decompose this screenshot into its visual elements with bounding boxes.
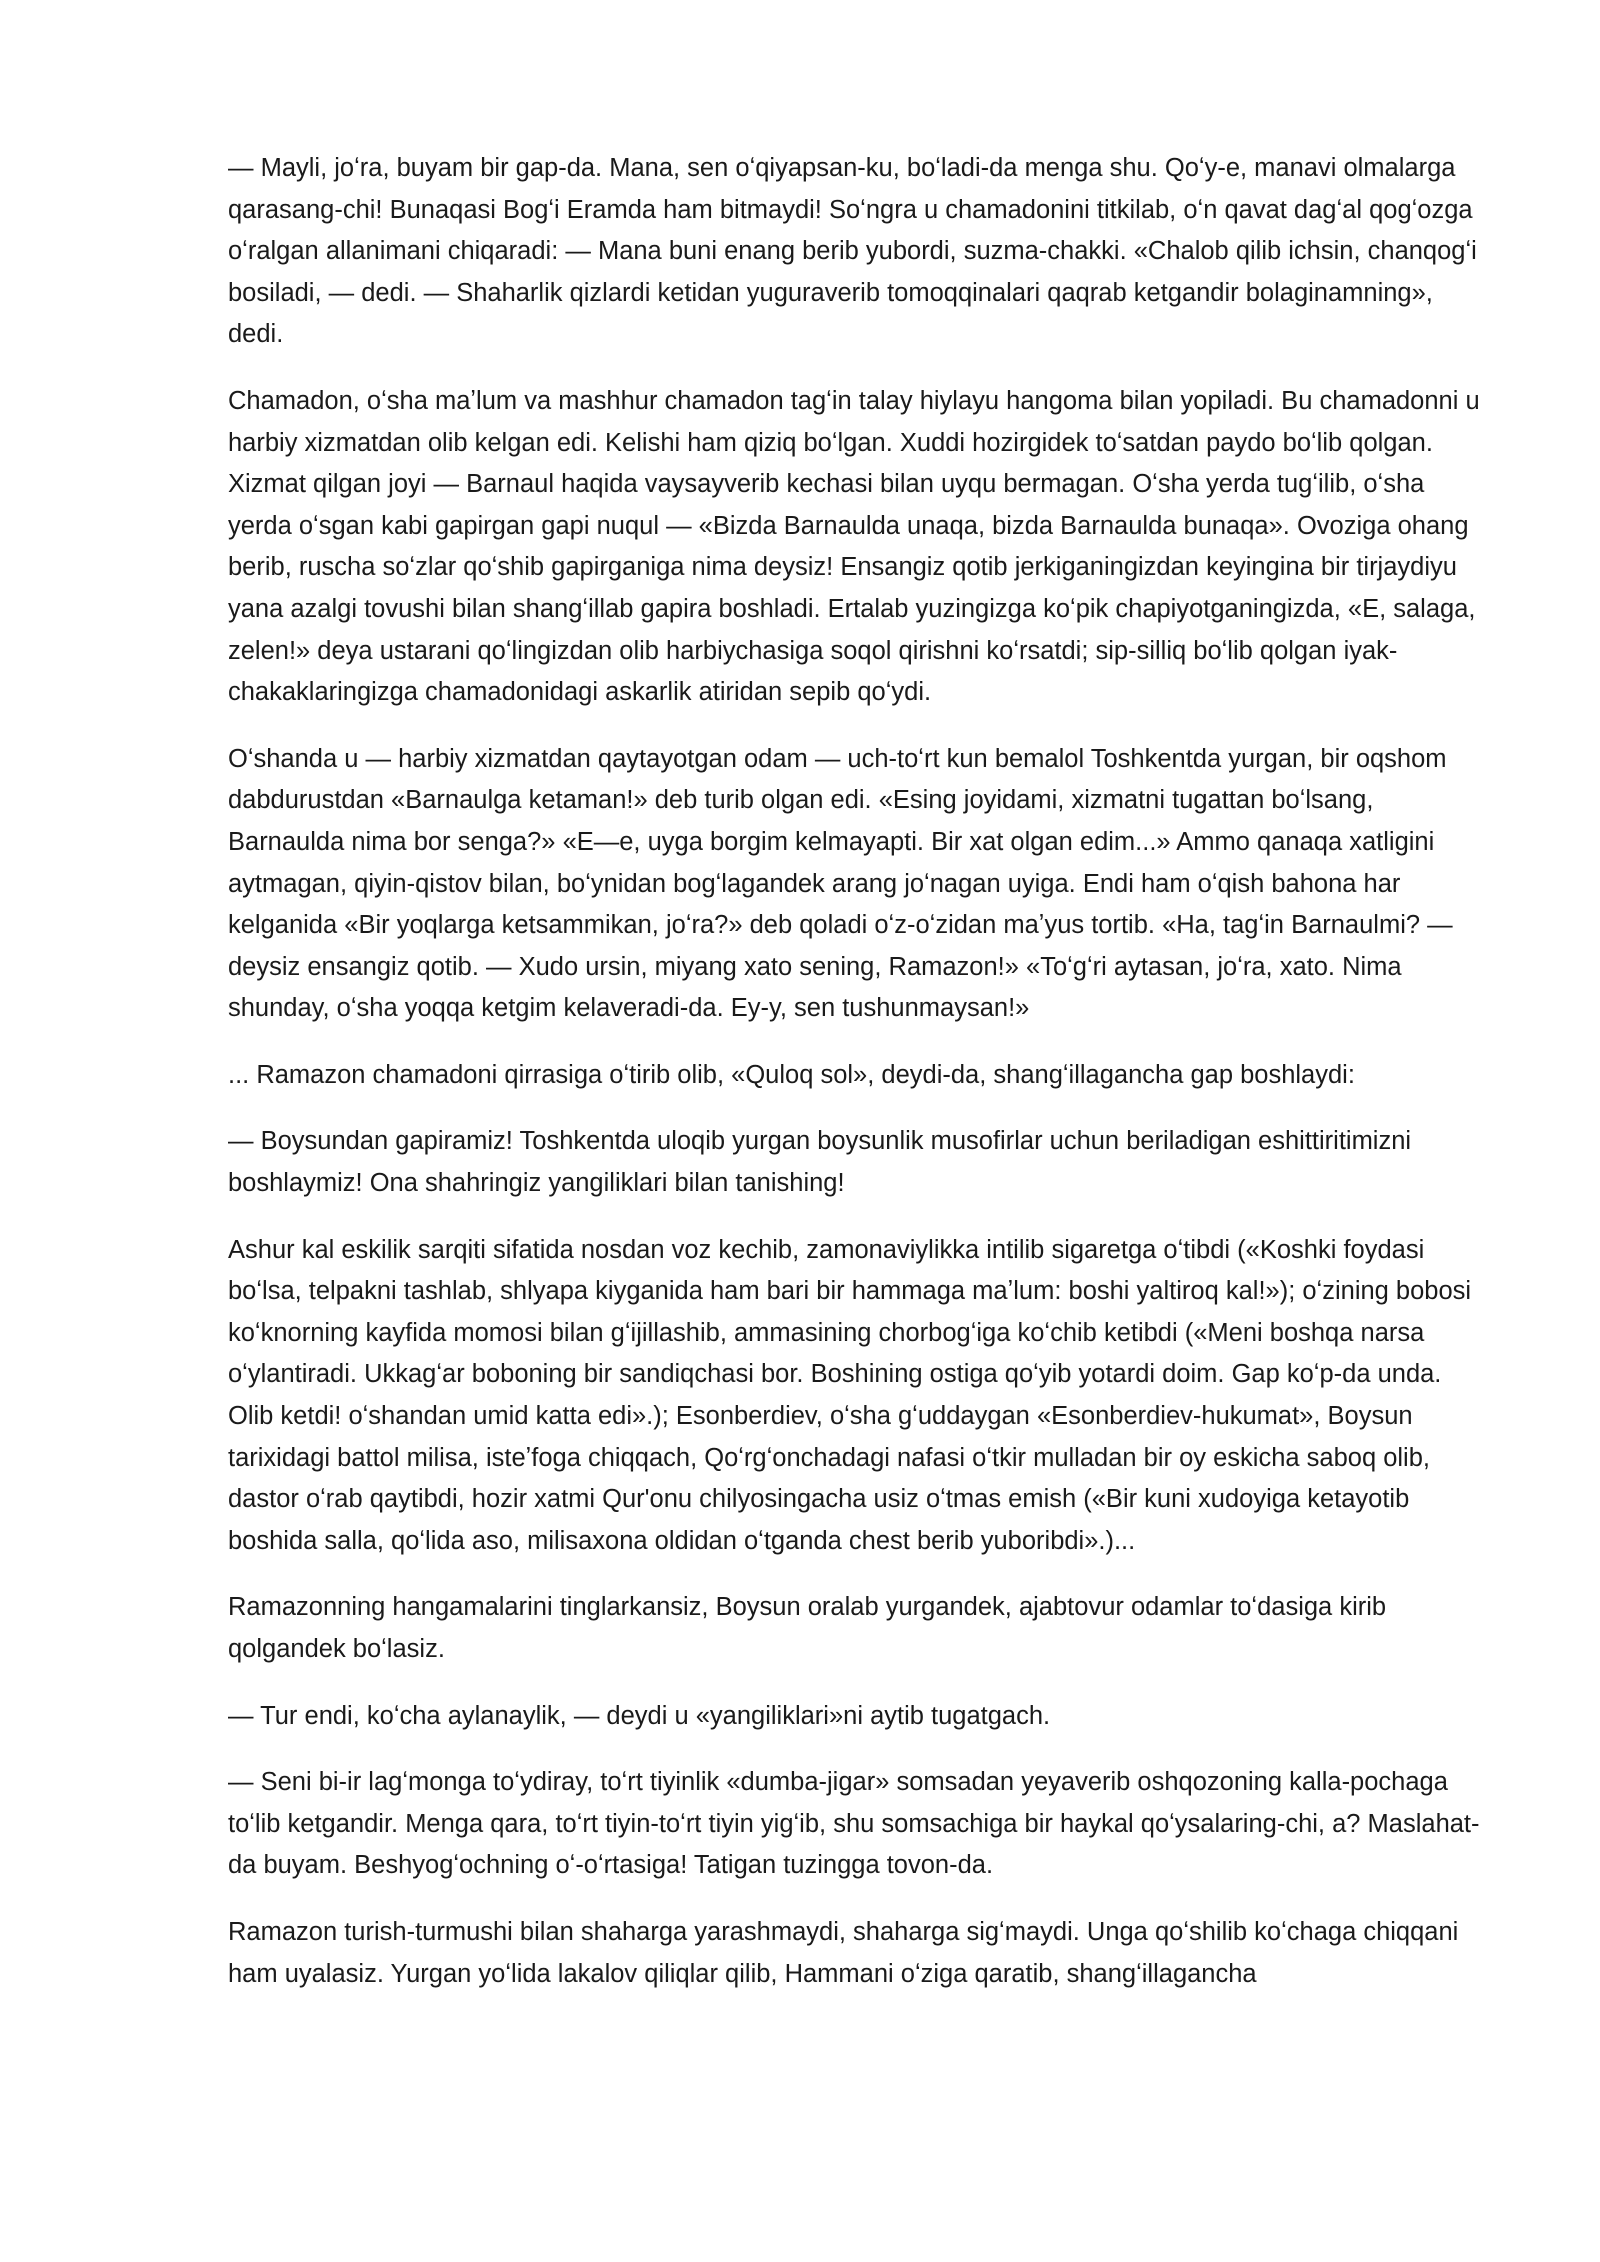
paragraph: Ramazon turish-turmushi bilan shaharga yarashmaydi, shaharga sigʻmaydi. Unga qoʻshilib koʻchaga chiqqani ham uyalasiz. Yurgan yoʻlida lakalov qiliqlar qilib, Hammani oʻziga qaratib, shangʻillagancha xyxy=(228,1917,1459,1988)
paragraph: — Tur endi, koʻcha aylanaylik, — deydi u «yangiliklari»ni aytib tugatgach. xyxy=(228,1701,1051,1730)
paragraph: — Boysundan gapiramiz! Toshkentda uloqib yurgan boysunlik musofirlar uchun beriladigan eshittiritimizni boshlaymiz! Ona shahringiz yangiliklari bilan tanishing! xyxy=(228,1127,1412,1198)
paragraph: Chamadon, oʻsha maʼlum va mashhur chamadon tagʻin talay hiylayu hangoma bilan yopiladi. Bu chamadonni u harbiy xizmatdan olib kelgan edi. Kelishi ham qiziq boʻlgan. Xuddi hozirgidek toʻsatdan paydo boʻlib qolgan. Xizmat qilgan joyi — Barnaul haqida vaysayverib kechasi bilan uyqu bermagan. Oʻsha yerda tugʻilib, oʻsha yerda oʻsgan kabi gapirgan gapi nuqul — «Bizda Barnaulda unaqa, bizda Barnaulda bunaqa». Ovoziga ohang berib, ruscha soʻzlar qoʻshib gapirganiga nima deysiz! Ensangiz qotib jerkiganingizdan keyingina bir tirjaydiyu yana azalgi tovushi bilan shangʻillab gapira boshladi. Ertalab yuzingizga koʻpik chapiyotganingizda, «E, salaga, zelen!» deya ustarani qoʻlingizdan olib harbiychasiga soqol qirishni koʻrsatdi; sip-silliq boʻlib qolgan iyak-chakaklaringizga chamadonidagi askarlik atiridan sepib qoʻydi. xyxy=(228,386,1480,707)
paragraph: Oʻshanda u — harbiy xizmatdan qaytayotgan odam — uch-toʻrt kun bemalol Toshkentda yurgan, bir oqshom dabdurustdan «Barnaulga ketaman!» deb turib olgan edi. «Esing joyidami, xizmatni tugattan boʻlsang, Barnaulda nima bor senga?» «E—e, uyga borgim kelmayapti. Bir xat olgan edim...» Ammo qanaqa xatligini aytmagan, qiyin-qistov bilan, boʻynidan bogʻlagandek arang joʻnagan uyiga. Endi ham oʻqish bahona har kelganida «Bir yoqlarga ketsammikan, joʻra?» deb qoladi oʻz-oʻzidan maʼyus tortib. «Ha, tagʻin Barnaulmi? — deysiz ensangiz qotib. — Xudo ursin, miyang xato sening, Ramazon!» «Toʻgʻri aytasan, joʻra, xato. Nima shunday, oʻsha yoqqa ketgim kelaveradi-da. Ey-y, sen tushunmaysan!» xyxy=(228,744,1453,1023)
paragraph: Ashur kal eskilik sarqiti sifatida nosdan voz kechib, zamonaviylikka intilib sigaretga oʻtibdi («Koshki foydasi boʻlsa, telpakni tashlab, shlyapa kiyganida ham bari bir hammaga maʼlum: boshi yaltiroq kal!»); oʻzining bobosi koʻknorning kayfida momosi bilan gʻijillashib, ammasining chorbogʻiga koʻchib ketibdi («Meni boshqa narsa oʻylantiradi. Ukkagʻar boboning bir sandiqchasi bor. Boshining ostiga qoʻyib yotardi doim. Gap koʻp-da unda. Olib ketdi! oʻshandan umid katta edi».); Esonberdiev, oʻsha gʻuddaygan «Esonberdiev-hukumat», Boysun tarixidagi battol milisa, isteʼfoga chiqqach, Qoʻrgʻonchadagi nafasi oʻtkir mulladan bir oy eskicha saboq olib, dastor oʻrab qaytibdi, hozir xatmi Qur'onu chilyosingacha usiz oʻtmas emish («Bir kuni xudoyiga ketayotib boshida salla, qoʻlida aso, milisaxona oldidan oʻtganda chest berib yuboribdi».)... xyxy=(228,1235,1472,1555)
paragraph: — Mayli, joʻra, buyam bir gap-da. Mana, sen oʻqiyapsan-ku, boʻladi-da menga shu. Qoʻy-e, manavi olmalarga qarasang-chi! Bunaqasi Bogʻi Eramda ham bitmaydi! Soʻngra u chamadonini titkilab, oʻn qavat dagʻal qogʻozga oʻralgan allanimani chiqaradi: — Mana buni enang berib yubordi, suzma-chakki. «Chalob qilib ichsin, chanqogʻi bosiladi, — dedi. — Shaharlik qizlardi ketidan yuguraverib tomoqqinalari qaqrab ketgandir bolaginamning», dedi. xyxy=(228,154,1477,349)
paragraph: ... Ramazon chamadoni qirrasiga oʻtirib olib, «Quloq sol», deydi-da, shangʻillagancha gap boshlaydi: xyxy=(228,1060,1355,1089)
paragraph: Ramazonning hangamalarini tinglarkansiz, Boysun oralab yurgandek, ajabtovur odamlar toʻdasiga kirib qolgandek boʻlasiz. xyxy=(228,1593,1387,1663)
document-body xyxy=(228,148,1488,2020)
paragraph: — Seni bi-ir lagʻmonga toʻydiray, toʻrt tiyinlik «dumba-jigar» somsadan yeyaverib oshqozoning kalla-pochaga toʻlib ketgandir. Menga qara, toʻrt tiyin-toʻrt tiyin yigʻib, shu somsachiga bir haykal qoʻysalaring-chi, a? Maslahat-da buyam. Beshyogʻochning oʻ-oʻrtasiga! Tatigan tuzingga tovon-da. xyxy=(228,1768,1480,1880)
